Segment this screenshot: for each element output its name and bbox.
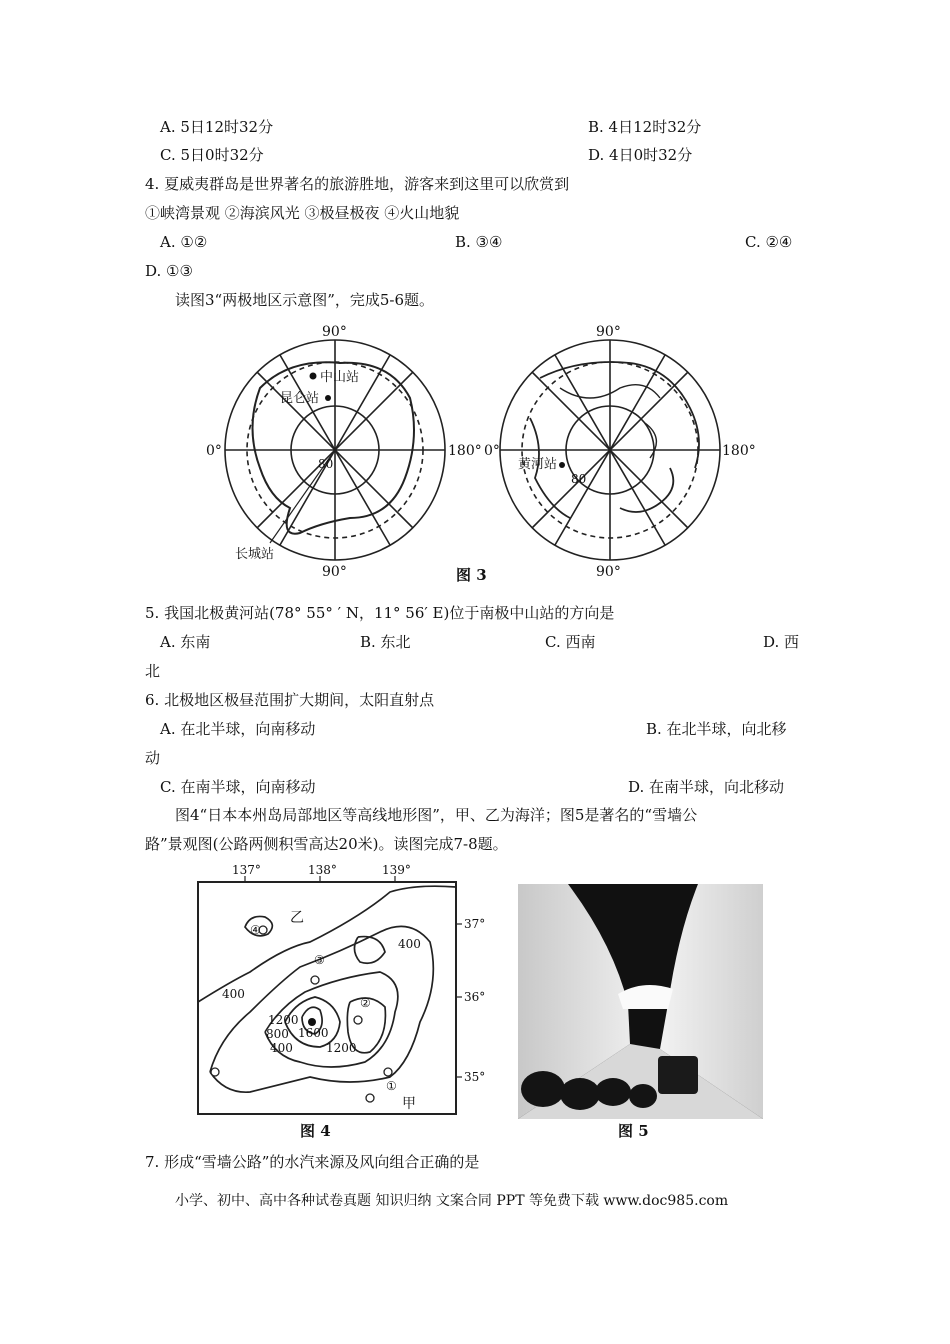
fig5-caption: 图 5 [618,1122,649,1140]
figure-3-polar-maps [200,318,770,588]
intro-5-6: 读图3“两极地区示意图”，完成5-6题。 [175,291,435,309]
q3-option-d: D. 4日0时32分 [588,146,693,164]
fig4-lat-35: 35° [464,1070,486,1084]
fig4-sea-yi: 乙 [290,910,304,926]
fig4-lon-137: 137° [232,863,261,877]
q5-option-c: C. 西南 [545,633,596,651]
q6-option-b-cont: 动 [145,749,161,767]
q4-items: ①峡湾景观 ②海滨风光 ③极昼极夜 ④火山地貌 [145,204,460,222]
q5-option-a: A. 东南 [160,633,211,651]
intro-7-8-line2: 路”景观图(公路两侧积雪高达20米)。读图完成7-8题。 [145,835,508,853]
fig4-contour-400-c: 400 [270,1041,293,1055]
fig4-lon-139: 139° [382,863,411,877]
fig3-left-top-label: 90° [322,324,347,340]
figure-4-contour-map [190,862,500,1142]
fig3-changcheng-label: 长城站 [235,547,275,562]
q6-option-d: D. 在南半球，向北移动 [628,778,785,796]
fig3-right-right-label: 180° [722,443,756,459]
q5-stem: 5. 我国北极黄河站(78° 55° ′ N，11° 56′ E)位于南极中山站的方向是 [145,604,615,622]
q3-option-b: B. 4日12时32分 [588,118,702,136]
page-footer: 小学、初中、高中各种试卷真题 知识归纳 文案合同 PPT 等免费下载 www.doc985.com [175,1193,729,1209]
q6-option-b: B. 在北半球，向北移 [646,720,787,738]
fig4-lat-36: 36° [464,990,486,1004]
zhongshan-station-marker [310,373,317,380]
fig4-point-2: ② [360,996,371,1010]
fig3-left-left-label: 0° [206,443,222,459]
kunlun-station-marker [325,395,331,401]
q4-option-d: D. ①③ [145,262,193,280]
fig4-caption: 图 4 [300,1122,331,1140]
q4-option-a: A. ①② [160,233,208,251]
intro-7-8-line1: 图4“日本本州岛局部地区等高线地形图”，甲、乙为海洋；图5是著名的“雪墙公 [175,806,698,824]
fig4-point-1: ① [386,1079,397,1093]
fig4-point-3: ③ [314,953,325,967]
fig4-point-4: ④ [250,923,261,937]
q3-option-a: A. 5日12时32分 [160,118,274,136]
fig4-lat-37: 37° [464,917,486,931]
huanghe-station-marker [559,462,565,468]
fig4-contour-800: 800 [266,1027,289,1041]
fig4-contour-1200-b: 1200 [326,1041,357,1055]
q5-option-d-cont: 北 [145,662,161,680]
fig3-right-top-label: 90° [596,324,621,340]
fig3-right-bottom-label: 90° [596,564,621,580]
fig3-right-lat-label: 80 [571,472,587,486]
fig3-left-lat-label: 80 [318,457,334,471]
q6-option-a: A. 在北半球，向南移动 [160,720,316,738]
fig3-huanghe-label: 黄河站 [518,457,558,472]
fig4-contour-400-a: 400 [398,937,421,951]
fig4-contour-400-b: 400 [222,987,245,1001]
q4-option-b: B. ③④ [455,233,503,251]
q5-option-d: D. 西 [763,633,800,651]
fig3-right-left-label: 0° [484,443,500,459]
fig3-caption: 图 3 [456,566,487,584]
fig4-lon-138: 138° [308,863,337,877]
fig3-zhongshan-label: 中山站 [320,370,360,385]
fig4-contour-1600: 1600 [298,1026,329,1040]
fig3-kunlun-label: 昆仑站 [280,391,320,406]
fig3-left-right-label: 180° [448,443,482,459]
q4-stem: 4. 夏威夷群岛是世界著名的旅游胜地，游客来到这里可以欣赏到 [145,175,570,193]
q6-option-c: C. 在南半球，向南移动 [160,778,316,796]
q3-option-c: C. 5日0时32分 [160,146,264,164]
figure-5-snow-wall-photo [518,884,763,1144]
q6-stem: 6. 北极地区极昼范围扩大期间，太阳直射点 [145,691,435,709]
q5-option-b: B. 东北 [360,633,411,651]
fig3-left-bottom-label: 90° [322,564,347,580]
fig4-sea-jia: 甲 [402,1096,416,1112]
fig4-contour-1200-a: 1200 [268,1013,299,1027]
q4-option-c: C. ②④ [745,233,793,251]
q7-stem: 7. 形成“雪墙公路”的水汽来源及风向组合正确的是 [145,1153,480,1171]
